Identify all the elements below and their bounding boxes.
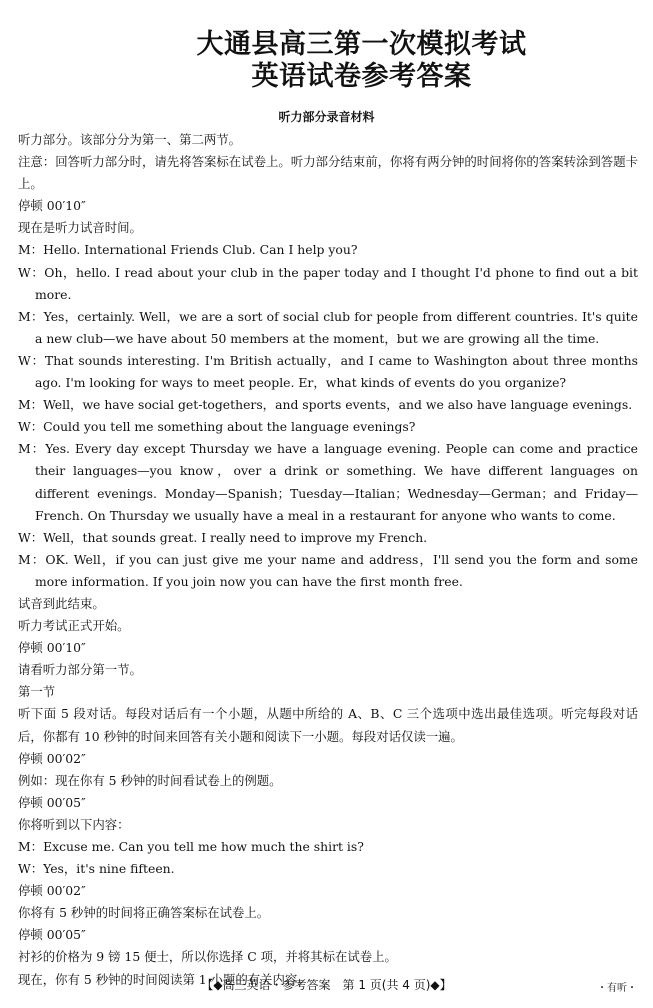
transcript-line: 停顿 00′10″ [18,198,86,214]
dialogue-line: M：Hello. International Friends Club. Can I help you? [18,242,358,258]
transcript-line: 现在，你有 5 秒钟的时间阅读第 1 小题的有关内容。 [18,971,310,987]
dialogue-line: M：OK. Well，if you can just give me your name and address，I'll send you the form and some more information. If you join now you can have the first month free. [18,551,638,589]
transcript-line: 注意：回答听力部分时，请先将答案标在试卷上。听力部分结束前，你将有两分钟的时间将你的答案转涂到答题卡上。 [18,154,638,192]
dialogue-line: M：Yes. Every day except Thursday we have a language evening. People can come and practice their languages—you know，over a drink or something. We have different languages on different evenings. Monday—Spanish；Tuesday—Italian；Wednesday—German；and Friday—French. On Thursday we usually have a meal in a restaurant for anyone who wants to come. [18,441,638,523]
transcript-line: 停顿 00′02″ [18,750,86,766]
dialogue-line: M：Excuse me. Can you tell me how much the shirt is? [18,839,364,854]
dialogue-line: W：Yes，it's nine fifteen. [18,861,175,877]
transcript-line: 听力部分。该部分分为第一、第二两节。 [18,132,242,147]
document-title: 大通县高三第一次模拟考试 [196,29,527,60]
transcript-line: 听下面 5 段对话。每段对话后有一个小题，从题中所给的 A、B、C 三个选项中选出最佳选项。听完每段对话后，你都有 10 秒钟的时间来回答有关小题和阅读下一小题。每段对话仅读一遍。 [18,706,638,744]
transcript-line: 衬衫的价格为 9 镑 15 便士，所以你选择 C 项，并将其标在试卷上。 [18,949,397,965]
transcript-line: 你将有 5 秒钟的时间将正确答案标在试卷上。 [18,905,270,921]
transcript-line: 停顿 00′02″ [18,883,86,899]
dialogue-line: W：That sounds interesting. I'm British actually，and I came to Washington about three months ago. I'm looking for ways to meet people. Er，what kinds of events do you organize? [18,352,638,391]
dialogue-line: W：Oh，hello. I read about your club in the paper today and I thought I'd phone to find out a bit more. [18,264,638,302]
transcript-line: 例如：现在你有 5 秒钟的时间看试卷上的例题。 [18,772,282,788]
transcript-line: 听力考试正式开始。 [18,618,130,634]
transcript-line: 你将听到以下内容： [18,816,130,832]
footer-tag: ・有听・ [597,983,637,994]
transcript-body [18,129,638,991]
dialogue-line: M：Yes，certainly. Well，we are a sort of social club for people from different countries. It's quite a new club—we have about 50 members at the moment，but we are growing all the time. [18,308,638,346]
dialogue-line: W：Well，that sounds great. I really need to improve my French. [18,529,428,545]
dialogue-line: W：Could you tell me something about the language evenings? [18,419,416,435]
transcript-line: 请看听力部分第一节。 [18,662,142,678]
transcript-line: 试音到此结束。 [18,595,105,611]
section-heading: 听力部分录音材料 [278,110,375,124]
dialogue-line: M：Well，we have social get-togethers，and sports events，and we also have language evenings. [18,397,633,413]
transcript-line: 第一节 [18,684,56,700]
page-footer: 【◆高三英语・参考答案 第 1 页(共 4 页)◆】 [201,978,452,992]
transcript-line: 停顿 00′10″ [18,640,86,656]
document-subtitle-title: 英语试卷参考答案 [251,61,472,92]
transcript-line: 现在是听力试音时间。 [18,220,142,236]
transcript-line: 停顿 00′05″ [18,927,86,943]
transcript-line: 停顿 00′05″ [18,794,86,810]
